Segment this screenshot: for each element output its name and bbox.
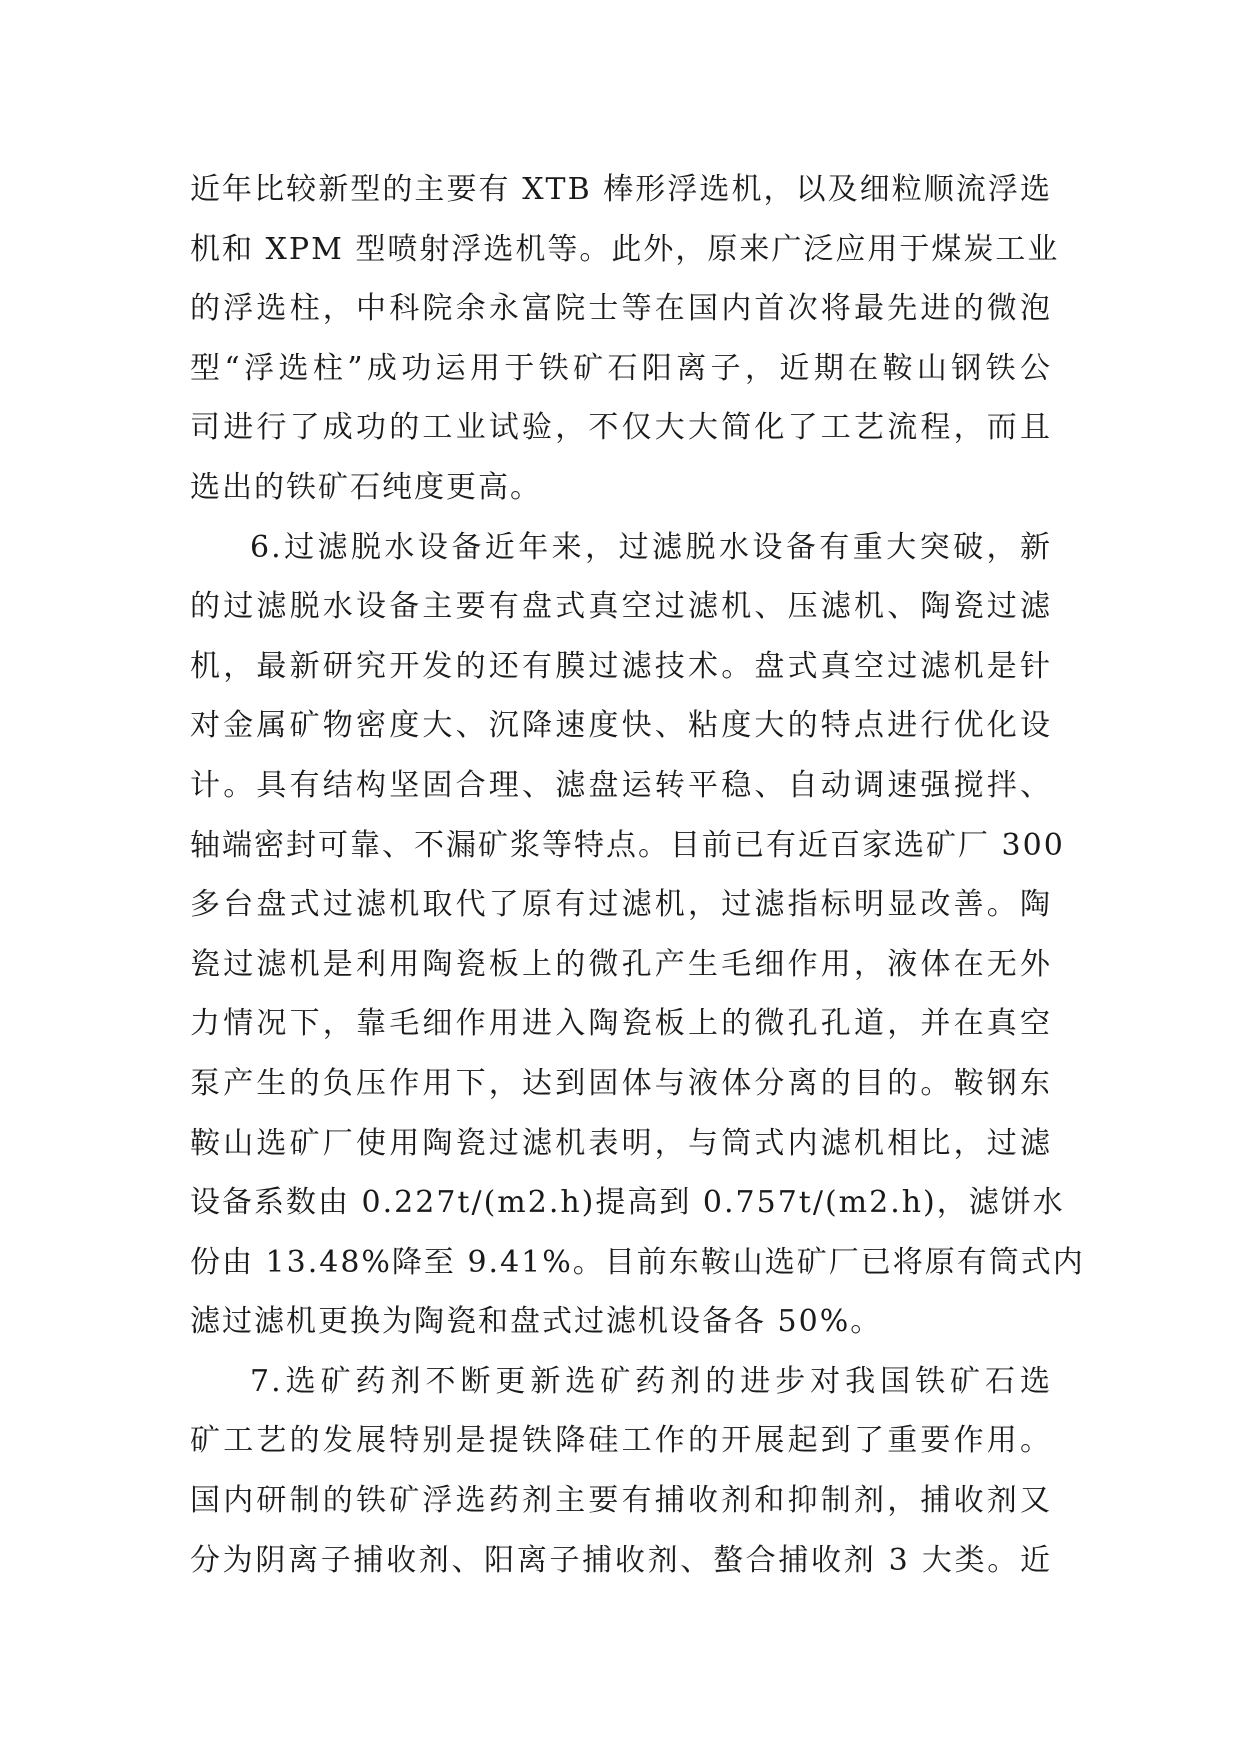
text-line: 份由 13.48%降至 9.41%。目前东鞍山选矿厂已将原有筒式内: [190, 1244, 1085, 1280]
text-line: 鞍山选矿厂使用陶瓷过滤机表明，与筒式内滤机相比，过滤: [190, 1125, 1052, 1161]
text-line: 多台盘式过滤机取代了原有过滤机，过滤指标明显改善。陶: [190, 887, 1052, 923]
text-line: 6.过滤脱水设备近年来，过滤脱水设备有重大突破，新: [250, 529, 1052, 565]
text-line: 型“浮选柱”成功运用于铁矿石阳离子，近期在鞍山钢铁公: [190, 350, 1052, 386]
text-line: 计。具有结构坚固合理、滤盘运转平稳、自动调速强搅拌、: [190, 767, 1052, 803]
text-line: 近年比较新型的主要有 XTB 棒形浮选机，以及细粒顺流浮选: [190, 172, 1052, 207]
text-line: 选出的铁矿石纯度更高。: [190, 469, 542, 505]
text-line: 机，最新研究开发的还有膜过滤技术。盘式真空过滤机是针: [190, 648, 1052, 684]
text-line: 的过滤脱水设备主要有盘式真空过滤机、压滤机、陶瓷过滤: [190, 589, 1052, 625]
text-line: 7.选矿药剂不断更新选矿药剂的进步对我国铁矿石选: [250, 1363, 1052, 1399]
paragraph-2: [190, 518, 1085, 1352]
text-line: 对金属矿物密度大、沉降速度快、粘度大的特点进行优化设: [190, 708, 1052, 744]
text-line: 设备系数由 0.227t/(m2.h)提高到 0.757t/(m2.h)，滤饼水: [190, 1185, 1065, 1221]
document-body: [190, 160, 1085, 1590]
text-line: 泵产生的负压作用下，达到固体与液体分离的目的。鞍钢东: [190, 1065, 1052, 1101]
text-line: 瓷过滤机是利用陶瓷板上的微孔产生毛细作用，液体在无外: [190, 946, 1052, 982]
text-line: 分为阴离子捕收剂、阳离子捕收剂、螯合捕收剂 3 大类。近: [190, 1542, 1052, 1578]
text-line: 国内研制的铁矿浮选药剂主要有捕收剂和抑制剂，捕收剂又: [190, 1483, 1052, 1519]
text-line: 滤过滤机更换为陶瓷和盘式过滤机设备各 50%。: [190, 1304, 883, 1340]
text-line: 的浮选柱，中科院余永富院士等在国内首次将最先进的微泡: [190, 291, 1052, 327]
text-line: 力情况下，靠毛细作用进入陶瓷板上的微孔孔道，并在真空: [190, 1006, 1052, 1042]
text-line: 矿工艺的发展特别是提铁降硅工作的开展起到了重要作用。: [190, 1423, 1052, 1459]
text-line: 司进行了成功的工业试验，不仅大大简化了工艺流程，而且: [190, 410, 1052, 446]
text-line: 轴端密封可靠、不漏矿浆等特点。目前已有近百家选矿厂 300: [190, 827, 1065, 863]
paragraph-3: [190, 1352, 1052, 1590]
paragraph-1: [190, 160, 1060, 518]
text-line: 机和 XPM 型喷射浮选机等。此外，原来广泛应用于煤炭工业: [190, 231, 1060, 267]
